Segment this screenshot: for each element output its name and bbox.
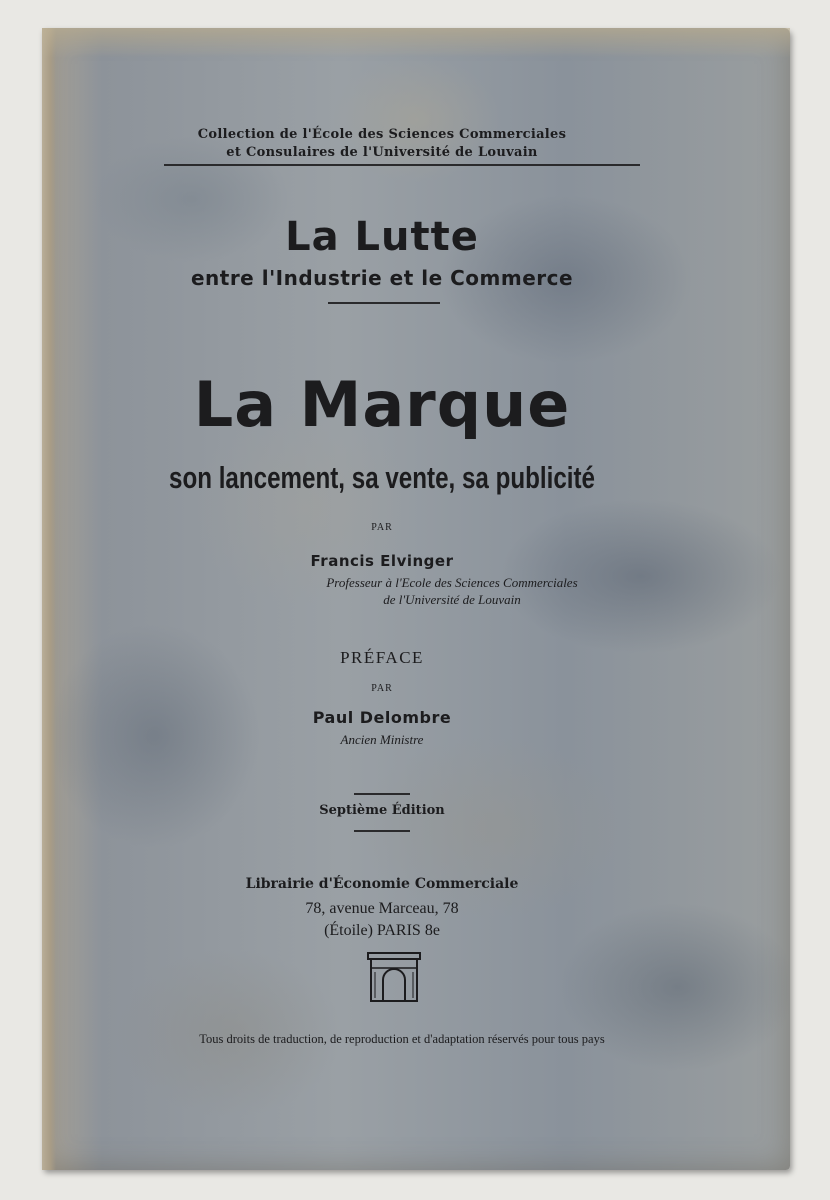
preface-heading: PRÉFACE	[340, 648, 424, 667]
edition-rule-top	[354, 793, 410, 795]
rights-notice: Tous droits de traduction, de reproduction et d'adaptation réservés pour tous pays	[199, 1032, 605, 1046]
edition-rule-bottom	[354, 830, 410, 832]
address-line-2: (Étoile) PARIS 8e	[324, 922, 440, 939]
par-label-2: PAR	[371, 683, 393, 694]
collection-line-2: et Consulaires de l'Université de Louvain	[226, 145, 538, 160]
author-name: Francis Elvinger	[310, 552, 454, 570]
address-line-1: 78, avenue Marceau, 78	[305, 900, 459, 917]
book-cover	[42, 28, 790, 1170]
marque-title: La Marque	[193, 368, 571, 441]
author-role-line-2: de l'Université de Louvain	[383, 592, 521, 607]
collection-line-1: Collection de l'École des Sciences Commerciales	[197, 127, 567, 142]
lutte-subtitle: entre l'Industrie et le Commerce	[190, 266, 574, 290]
author-role-line-1: Professeur à l'Ecole des Sciences Commerciales	[326, 575, 578, 590]
preface-author-role: Ancien Ministre	[340, 732, 424, 747]
author-role	[192, 574, 712, 608]
cover-text	[42, 28, 790, 1170]
title-divider	[328, 302, 440, 304]
collection-rule	[164, 164, 640, 166]
par-label-1: PAR	[371, 522, 393, 533]
publisher-address	[42, 898, 722, 942]
marque-subtitle: son lancement, sa vente, sa publicité	[168, 460, 595, 495]
edition-label: Septième Édition	[319, 803, 445, 818]
collection-header	[122, 126, 642, 162]
arch-icon	[365, 950, 423, 1004]
preface-author: Paul Delombre	[312, 708, 452, 727]
publisher-name: Librairie d'Économie Commerciale	[245, 876, 519, 892]
lutte-title: La Lutte	[285, 214, 479, 260]
